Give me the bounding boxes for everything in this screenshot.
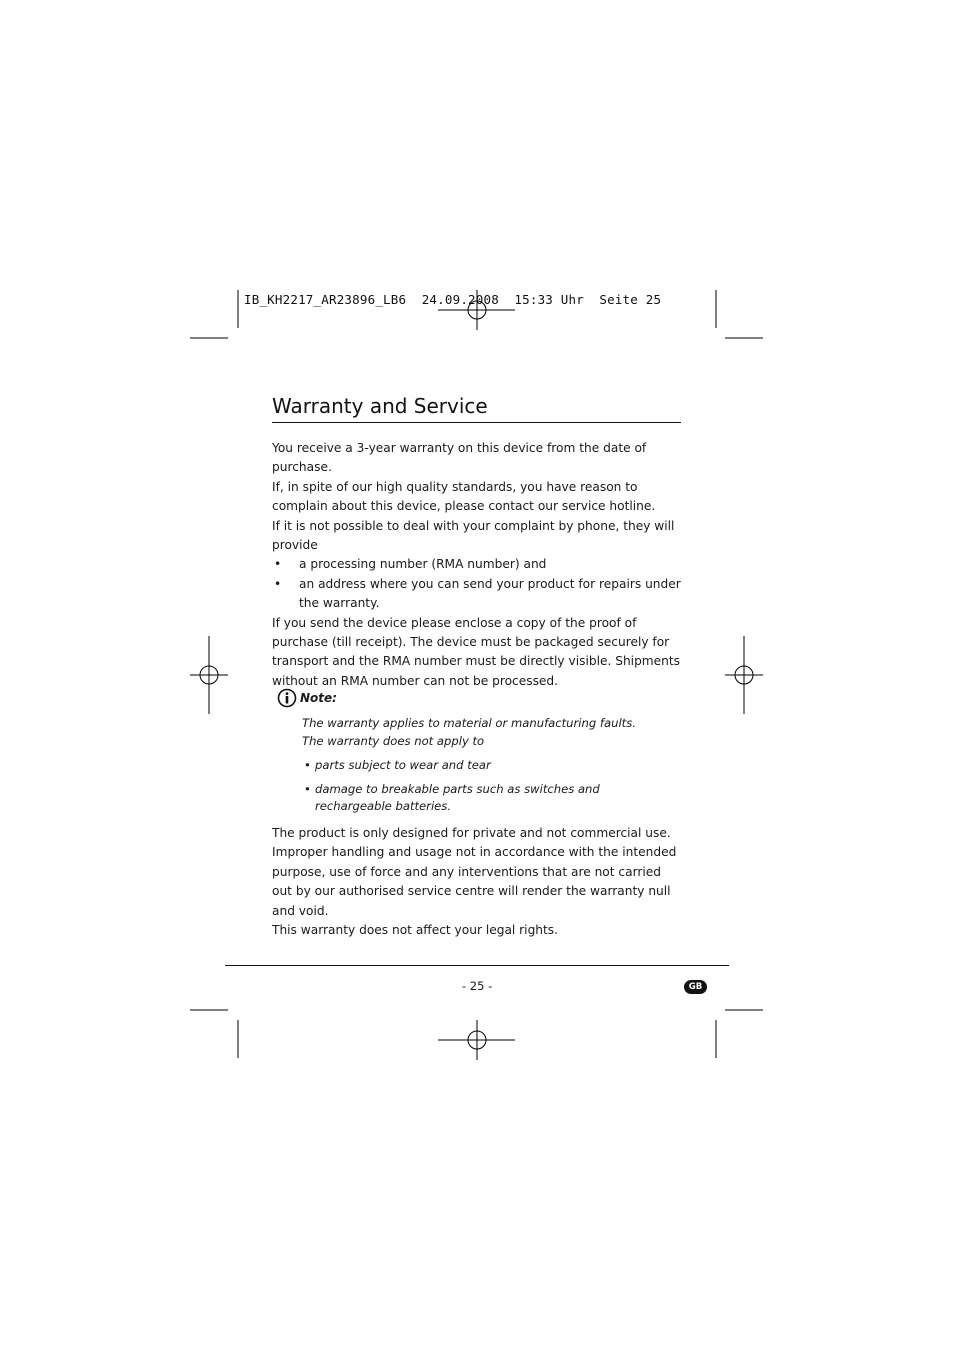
note-header: [277, 688, 677, 708]
note-box: [277, 688, 677, 822]
page-number: - 25 -: [462, 979, 493, 993]
bullet-icon: •: [274, 557, 282, 572]
closing-body: [272, 824, 684, 940]
note-list: [304, 757, 677, 816]
note-line: The warranty does not apply to: [302, 733, 485, 748]
page-title: Warranty and Service: [272, 394, 488, 418]
bullet-icon: •: [304, 758, 311, 772]
note-line: The warranty applies to material or manufacturing faults.: [302, 716, 636, 730]
note-label: Note:: [300, 691, 337, 705]
print-slug: IB_KH2217_AR23896_LB6 24.09.2008 15:33 Uhr Seite 25: [244, 292, 662, 307]
list-item: [304, 757, 677, 775]
list-item: [304, 781, 677, 816]
registration-mark-left: [190, 636, 228, 714]
list-item-text: damage to breakable parts such as switches and rechargeable batteries.: [315, 781, 600, 813]
paragraph: You receive a 3-year warranty on this device from the date of purchase.: [272, 441, 647, 475]
list-item-text: an address where you can send your product for repairs under the warranty.: [299, 576, 681, 611]
list-item: [272, 575, 684, 614]
info-icon: [277, 688, 297, 708]
paragraph: If it is not possible to deal with your complaint by phone, they will provide: [272, 518, 675, 553]
warranty-body: [272, 439, 684, 691]
registration-mark-right: [725, 636, 763, 714]
registration-mark-bottom: [438, 1020, 515, 1060]
footer-rule: [225, 965, 729, 966]
list-item-text: a processing number (RMA number) and: [299, 557, 547, 572]
list-item-text: parts subject to wear and tear: [315, 758, 491, 772]
bullet-list: [272, 555, 684, 613]
bullet-icon: •: [274, 576, 282, 591]
language-badge: GB: [684, 980, 707, 994]
paragraph: If you send the device please enclose a copy of the proof of purchase (till receipt). The device must be packaged securely for transport and the RMA number must be directly visible. Shipments without an RMA number can not be processed.: [272, 615, 681, 688]
paragraph: The product is only designed for private and not commercial use. Improper handling and usage not in accordance with the intended purpose, use of force and any interventions that are not carried out by our authorised service centre will render the warranty null and void.: [272, 826, 677, 918]
title-underline: [272, 422, 681, 423]
paragraph: This warranty does not affect your legal rights.: [272, 923, 559, 938]
note-content: [302, 715, 677, 816]
list-item: [272, 555, 684, 574]
paragraph: If, in spite of our high quality standards, you have reason to complain about this device, please contact our service hotline.: [272, 479, 656, 514]
bullet-icon: •: [304, 781, 311, 796]
